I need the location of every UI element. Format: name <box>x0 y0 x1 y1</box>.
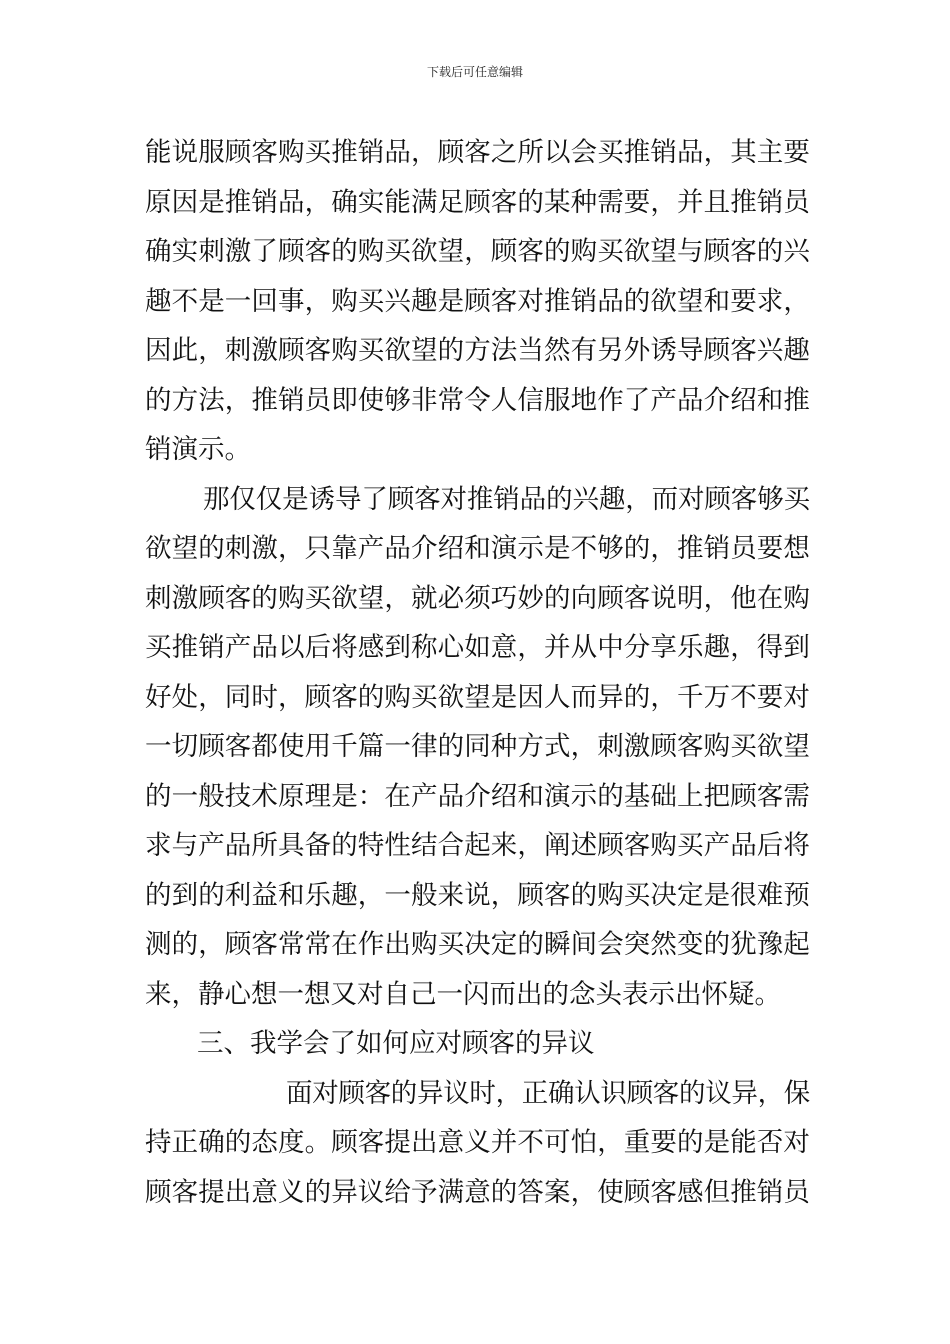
text-line: 测的，顾客常常在作出购买决定的瞬间会突然变的犹豫起 <box>145 929 810 960</box>
text-line: 的到的利益和乐趣，一般来说，顾客的购买决定是很难预 <box>145 879 810 911</box>
text-line: 来，静心想一想又对自己一闪而出的念头表示出怀疑。 <box>145 978 781 1010</box>
page-header: 下载后可任意编辑 <box>426 65 523 79</box>
text-line: 求与产品所具备的特性结合起来，阐述顾客购买产品后将 <box>145 830 810 861</box>
text-line: 能说服顾客购买推销品，顾客之所以会买推销品，其主要 <box>145 137 810 168</box>
text-line: 顾客提出意义的异议给予满意的答案，使顾客感但推销员 <box>145 1176 810 1208</box>
text-line: 一切顾客都使用千篇一律的同种方式，刺激顾客购买欲望 <box>145 731 810 762</box>
document-body <box>145 128 810 1217</box>
text-line: 持正确的态度。顾客提出意义并不可怕，重要的是能否对 <box>145 1127 810 1158</box>
text-line: 欲望的刺激，只靠产品介绍和演示是不够的，推销员要想 <box>145 533 810 564</box>
text-line: 三、我学会了如何应对顾客的异议 <box>197 1028 595 1059</box>
text-line: 买推销产品以后将感到称心如意，并从中分享乐趣，得到 <box>145 632 810 663</box>
text-line: 刺激顾客的购买欲望，就必须巧妙的向顾客说明，他在购 <box>145 582 810 614</box>
text-line: 趣不是一回事，购买兴趣是顾客对推销品的欲望和要求， <box>145 285 810 317</box>
text-line: 因此，刺激顾客购买欲望的方法当然有另外诱导顾客兴趣 <box>145 335 810 366</box>
text-line: 的一般技术原理是：在产品介绍和演示的基础上把顾客需 <box>145 780 810 812</box>
text-line: 那仅仅是诱导了顾客对推销品的兴趣，而对顾客够买 <box>203 483 810 515</box>
text-line: 的方法，推销员即使够非常令人信服地作了产品介绍和推 <box>145 384 810 416</box>
text-line: 好处，同时，顾客的购买欲望是因人而异的，千万不要对 <box>145 681 810 713</box>
text-line: 销演示。 <box>145 434 251 465</box>
text-line: 确实刺激了顾客的购买欲望，顾客的购买欲望与顾客的兴 <box>145 236 810 267</box>
text-line: 面对顾客的异议时，正确认识顾客的议异，保 <box>286 1077 810 1109</box>
text-line: 原因是推销品，确实能满足顾客的某种需要，并且推销员 <box>145 186 810 218</box>
